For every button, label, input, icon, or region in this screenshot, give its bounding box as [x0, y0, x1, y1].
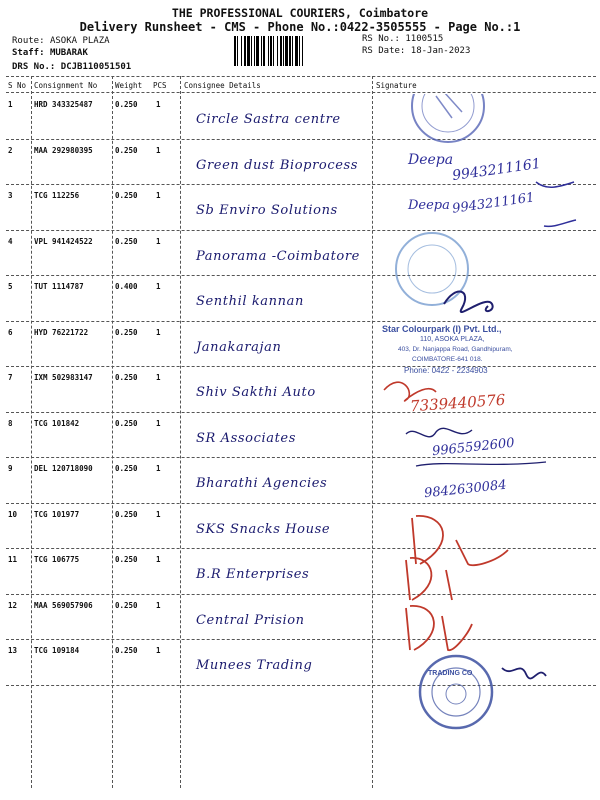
barcode-bar: [283, 36, 284, 66]
signature-row3-phone: 9943211161: [451, 190, 536, 217]
barcode-bar: [280, 36, 282, 66]
stamp-star-line1: Star Colourpark (I) Pvt. Ltd.,: [382, 324, 502, 334]
row-consignee-handwritten: Green dust Bioprocess: [196, 157, 359, 173]
barcode-bar: [256, 36, 259, 66]
row-sno: 12: [8, 600, 18, 610]
row-consignee-handwritten: Senthil kannan: [196, 294, 304, 309]
row-consignee-handwritten: Sb Enviro Solutions: [196, 203, 338, 218]
signature-red-row12: [406, 606, 472, 650]
staff-field: [12, 48, 88, 58]
rs-date-value: 18-Jan-2023: [410, 46, 471, 56]
barcode-bar: [295, 36, 298, 66]
barcode-bar: [277, 36, 278, 66]
row-pcs: 1: [156, 100, 161, 109]
row-weight: 0.250: [115, 236, 138, 246]
stamp-trading-co: [420, 656, 492, 728]
col-header-weight: Weight: [115, 81, 143, 90]
row-weight: 0.250: [115, 600, 138, 610]
signature-row8-phone: 9965592600: [431, 435, 516, 460]
signature-red-scribble: [384, 382, 436, 401]
barcode-bar: [289, 36, 291, 66]
signature-row2-phone: 9943211161: [451, 155, 542, 185]
row-weight: 0.250: [115, 145, 138, 155]
stamp-star-line4: COIMBATORE-641 018.: [412, 356, 483, 363]
row-pcs: 1: [156, 191, 161, 200]
row-consignee-handwritten: Panorama -Coimbatore: [196, 248, 360, 264]
row-weight: 0.250: [115, 418, 138, 428]
signature-row9-stroke: [416, 462, 546, 466]
staff-value: MUBARAK: [49, 48, 88, 58]
rs-date-field: [362, 46, 470, 56]
row-sno: 8: [8, 418, 13, 428]
row-pcs: 1: [156, 145, 161, 155]
barcode-bar: [261, 36, 262, 66]
row-pcs: 1: [156, 555, 161, 564]
col-header-pcs: PCS: [153, 81, 167, 90]
barcode-bar: [263, 36, 265, 66]
row-pcs: 1: [156, 600, 161, 610]
row-weight: 0.250: [115, 646, 138, 655]
signature-scribble-row5: [444, 292, 493, 312]
row-weight: 0.250: [115, 509, 138, 519]
row-consignee-handwritten: Munees Trading: [196, 658, 313, 673]
row-consignee-handwritten: Shiv Sakthi Auto: [196, 385, 316, 400]
row-sno: 3: [8, 191, 13, 200]
barcode-bar: [292, 36, 293, 66]
staff-label: Staff:: [12, 48, 45, 58]
signature-row2-name: Deepa: [408, 152, 454, 168]
row-consignment-no: HYD 76221722: [34, 327, 89, 337]
signature-strokes: [376, 94, 596, 788]
row-weight: 0.250: [115, 555, 138, 564]
barcode-bar: [241, 36, 242, 66]
row-sno: 10: [8, 509, 18, 519]
stamp-star-line5: Phone: 0422 - 2234903: [404, 366, 488, 375]
route-value: ASOKA PLAZA: [49, 36, 110, 46]
col-header-sno: S No: [8, 81, 27, 90]
row-consignment-no: VPL 941424522: [34, 236, 93, 246]
row-consignment-no: MAA 292980395: [34, 145, 93, 155]
row-weight: 0.250: [115, 464, 138, 473]
stamp-star-line3: 403, Dr. Nanjappa Road, Gandhipuram,: [398, 346, 513, 353]
row-pcs: 1: [156, 646, 161, 655]
table-top-rule: [6, 76, 596, 77]
row-sno: 4: [8, 236, 13, 246]
col-header-consignment: Consignment No: [34, 81, 98, 90]
col-header-signature: Signature: [376, 81, 417, 90]
barcode-bar: [234, 36, 236, 66]
barcode-bar: [285, 36, 288, 66]
barcode-bar: [244, 36, 246, 66]
row-consignment-no: DEL 120718090: [34, 464, 93, 473]
row-pcs: 1: [156, 282, 161, 291]
row-consignee-handwritten: SKS Snacks House: [196, 521, 331, 537]
row-pcs: 1: [156, 464, 161, 473]
row-weight: 0.250: [115, 100, 138, 109]
row-consignment-no: MAA 569057906: [34, 600, 93, 610]
signature-hook: [536, 182, 574, 187]
stamp-faint: [396, 233, 468, 305]
stamp-punjab-national: [412, 94, 484, 142]
row-consignment-no: TCG 101977: [34, 509, 80, 519]
row-sno: 6: [8, 327, 13, 337]
barcode-bar: [302, 36, 303, 66]
route-field: [12, 36, 110, 46]
rs-no-label: RS No.:: [362, 34, 400, 44]
row-sno: 7: [8, 373, 13, 382]
signature-red-row10: [412, 516, 508, 565]
stamp-star-line2: 110, ASOKA PLAZA,: [420, 336, 485, 343]
drs-field: [12, 62, 131, 72]
row-consignee-handwritten: B.R Enterprises: [196, 567, 310, 582]
row-sno: 2: [8, 145, 13, 155]
stamp-trading-text: TRADING CO: [428, 670, 473, 677]
signature-row7-phone: 7339440576: [409, 390, 506, 416]
row-pcs: 1: [156, 373, 161, 382]
row-weight: 0.250: [115, 191, 138, 200]
row-sno: 11: [8, 555, 18, 564]
row-pcs: 1: [156, 418, 161, 428]
signature-row9-phone: 9842630084: [423, 477, 508, 502]
row-consignment-no: TCG 101842: [34, 418, 80, 428]
rs-no-field: [362, 34, 443, 44]
barcode-bar: [247, 36, 250, 66]
row-pcs: 1: [156, 236, 161, 246]
barcode: [234, 36, 356, 66]
row-consignee-handwritten: Janakarajan: [196, 339, 282, 355]
row-consignment-no: TCG 109184: [34, 646, 80, 655]
row-sno: 5: [8, 282, 13, 291]
row-consignee-handwritten: Bharathi Agencies: [196, 476, 328, 491]
rs-no-value: 1100515: [405, 34, 444, 44]
table-header-rule: [6, 92, 596, 93]
col-header-consignee: Consignee Details: [184, 81, 261, 90]
barcode-bar: [251, 36, 252, 66]
route-label: Route:: [12, 36, 45, 46]
row-pcs: 1: [156, 327, 161, 337]
row-pcs: 1: [156, 509, 161, 519]
barcode-bar: [268, 36, 269, 66]
drs-label: DRS No.:: [12, 62, 56, 72]
row-consignment-no: IXM 502983147: [34, 373, 93, 382]
signature-row3-name: Deepa: [408, 198, 450, 213]
rs-date-label: RS Date:: [362, 46, 406, 56]
row-consignment-no: TCG 112256: [34, 191, 80, 200]
row-sno: 13: [8, 646, 18, 655]
barcode-bar: [299, 36, 300, 66]
barcode-bar: [273, 36, 274, 66]
barcode-bar: [254, 36, 255, 66]
signature-red-row11: [406, 558, 452, 600]
row-weight: 0.400: [115, 282, 138, 291]
row-consignment-no: TCG 106775: [34, 555, 80, 564]
signature-row8-stroke: [406, 428, 472, 437]
row-weight: 0.250: [115, 327, 138, 337]
row-consignee-handwritten: Circle Sastra centre: [196, 112, 341, 127]
barcode-bar: [270, 36, 272, 66]
row-sno: 1: [8, 100, 13, 109]
signature-hook: [544, 220, 576, 226]
signature-row13-stroke: [502, 668, 546, 679]
drs-value: DCJB110051501: [60, 62, 132, 72]
row-weight: 0.250: [115, 373, 138, 382]
runsheet-company-title: THE PROFESSIONAL COURIERS, Coimbatore: [171, 6, 429, 20]
barcode-bar: [237, 36, 238, 66]
row-consignee-handwritten: Central Prision: [196, 612, 305, 628]
row-sno: 9: [8, 464, 13, 473]
runsheet-subtitle: Delivery Runsheet - CMS - Phone No.:0422-3505555 - Page No.:1: [79, 20, 521, 34]
row-consignment-no: TUT 1114787: [34, 282, 84, 291]
row-consignment-no: HRD 343325487: [34, 100, 93, 109]
row-consignee-handwritten: SR Associates: [196, 430, 296, 446]
